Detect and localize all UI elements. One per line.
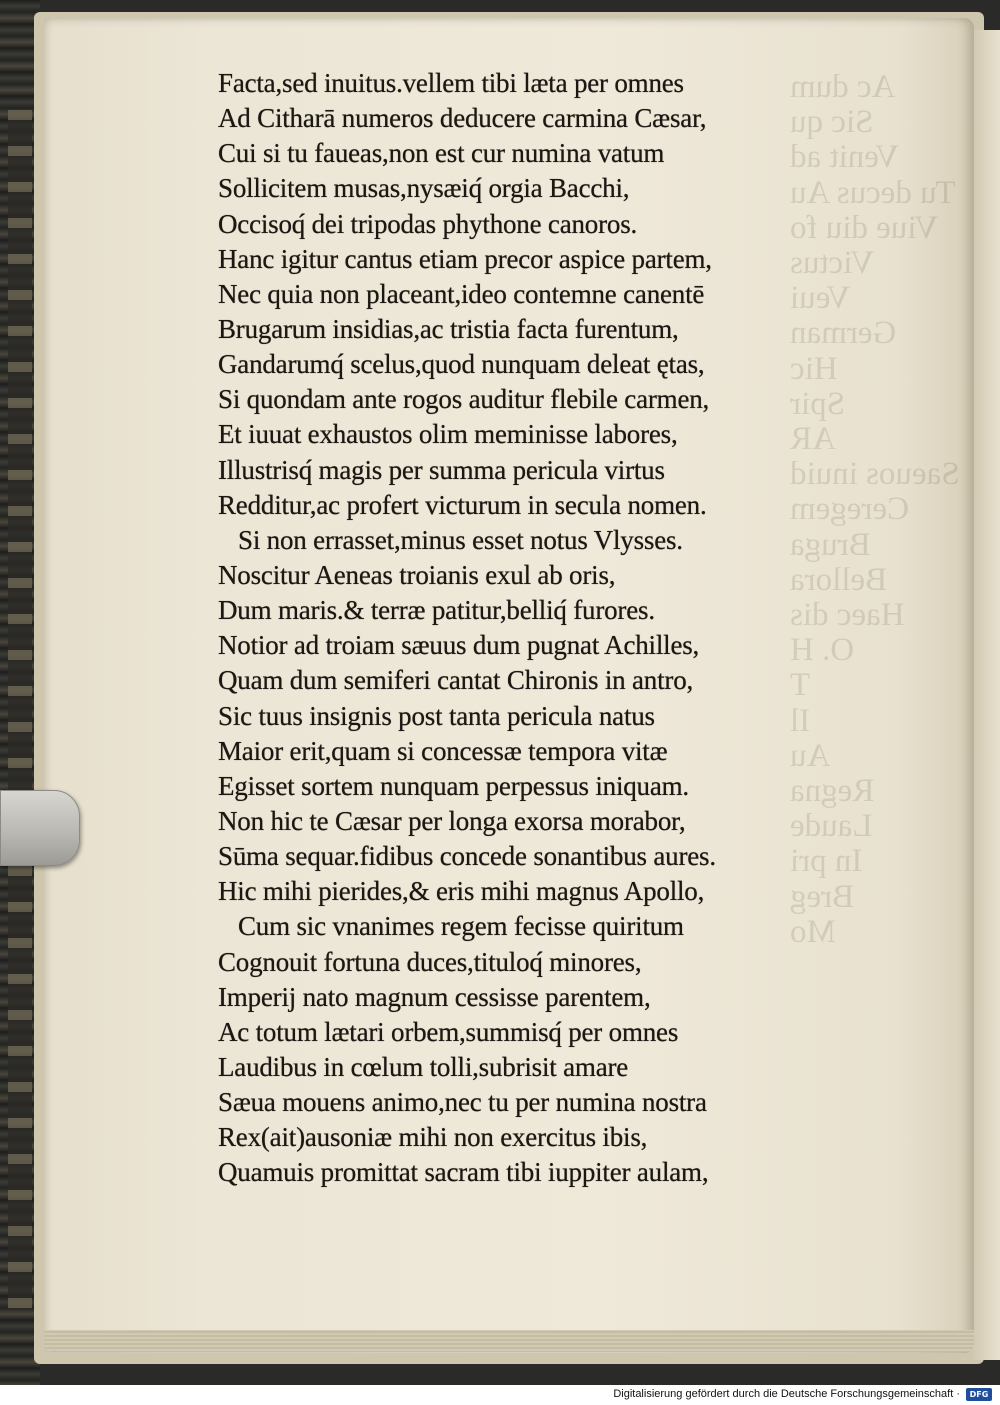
bleed-line: Veui: [790, 280, 851, 317]
verse-line: Et iuuat exhaustos olim meminisse labores,: [218, 419, 678, 450]
bleed-line: Ac dum: [790, 70, 896, 105]
bleed-line: Bellora: [790, 561, 888, 598]
verse-line: Egisset sortem nunquam perpessus iniquam.: [218, 770, 689, 801]
verse-line: Hic mihi pierides,& eris mihi magnus Apollo,: [218, 876, 705, 907]
bleed-line: Tu decus Au: [790, 174, 956, 211]
verse-line: Si quondam ante rogos auditur flebile carmen,: [218, 384, 710, 415]
bleed-line: Venit ad: [790, 139, 900, 176]
bleed-line: T: [790, 667, 811, 704]
bleed-line: Spir: [790, 385, 846, 422]
facing-page-edge: [970, 30, 1000, 1360]
verse-line: Maior erit,quam si concessæ tempora vitæ: [218, 735, 668, 766]
verse-line: Si non errasset,minus esset notus Vlysses.: [238, 524, 683, 555]
verse-line: Redditur,ac profert victurum in secula nomen.: [218, 489, 707, 520]
verse-line: Cui si tu faueas,non est cur numina vatum: [218, 138, 665, 169]
verse-line: Sæua mouens animo,nec tu per numina nostra: [218, 1087, 707, 1118]
verse-line: Occisoq́ dei tripodas phythone canoros.: [218, 208, 638, 239]
verse-line: Facta,sed inuitus.vellem tibi læta per omnes: [218, 68, 684, 98]
verse-line: Rex(ait)ausoniæ mihi non exercitus ibis,: [218, 1122, 648, 1153]
bleed-line: German: [790, 315, 897, 352]
verse-line: Quam dum semiferi cantat Chironis in antro,: [218, 665, 694, 696]
bleed-line: Saeuos inuid: [790, 456, 960, 493]
verse-line: Notior ad troiam sæuus dum pugnat Achilles,: [218, 630, 700, 661]
bleed-line: AR: [790, 421, 836, 458]
verse-line: Sollicitem musas,nysæiq́ orgia Bacchi,: [218, 173, 630, 204]
verse-line: Brugarum insidias,ac tristia facta furentum,: [218, 313, 679, 344]
verse-line: Non hic te Cæsar per longa exorsa morabor,: [218, 805, 686, 836]
verse-line: Illustrisq́ magis per summa pericula virtus: [218, 454, 665, 485]
bleed-line: Il: [790, 702, 811, 739]
bleed-line: O. H: [790, 632, 855, 669]
verse-line: Gandarumq́ scelus,quod nunquam deleat ętas,: [218, 349, 705, 380]
page-clip: [0, 790, 80, 866]
verse-line: Sūma sequar.fidibus concede sonantibus aures.: [218, 841, 716, 872]
verse-line: Ac totum lætari orbem,summisq́ per omnes: [218, 1016, 679, 1047]
dfg-logo: DFG: [966, 1388, 992, 1401]
bleed-line: Regna: [790, 773, 875, 810]
poem-text: [218, 66, 818, 1191]
spine-pattern: [8, 110, 32, 1310]
verse-line: Hanc igitur cantus etiam precor aspice partem,: [218, 243, 712, 274]
verse-line: Nec quia non placeant,ideo contemne canentē: [218, 278, 705, 309]
verse-line: Noscitur Aeneas troianis exul ab oris,: [218, 559, 616, 590]
verse-line: Cognouit fortuna duces,tituloq́ minores,: [218, 946, 642, 977]
bleed-line: Sic qu: [790, 104, 874, 141]
verse-line: Cum sic vnanimes regem fecisse quiritum: [238, 911, 684, 942]
funding-credit: Digitalisierung gefördert durch die Deutsche Forschungsgemeinschaft ·: [613, 1388, 960, 1400]
bleed-line: Viue diu fo: [790, 209, 939, 246]
bleed-line: In pri: [790, 843, 863, 880]
bleed-line: Mo: [790, 913, 836, 950]
bleed-line: Au: [790, 737, 831, 774]
verse-line: Sic tuus insignis post tanta pericula natus: [218, 700, 655, 731]
verse-line: Laudibus in cœlum tolli,subrisit amare: [218, 1051, 629, 1082]
bleed-line: Victus: [790, 245, 875, 282]
verse-line: Imperij nato magnum cessisse parentem,: [218, 981, 651, 1012]
verse-line: Quamuis promittat sacram tibi iuppiter aulam,: [218, 1157, 709, 1188]
bleed-line: Hic: [790, 350, 838, 387]
page-edges: [44, 1330, 974, 1352]
bleed-line: Haec dis: [790, 597, 905, 634]
bleed-line: Breg: [790, 878, 855, 915]
bleed-line: Bruga: [790, 526, 871, 563]
verse-line: Dum maris.& terræ patitur,belliq́ furores.: [218, 595, 655, 626]
footer-bar: [0, 1385, 1000, 1405]
bleed-line: Ceregem: [790, 491, 910, 528]
verse-line: Ad Citharā numeros deducere carmina Cæsar,: [218, 103, 707, 134]
bleed-line: Laude: [790, 808, 873, 845]
